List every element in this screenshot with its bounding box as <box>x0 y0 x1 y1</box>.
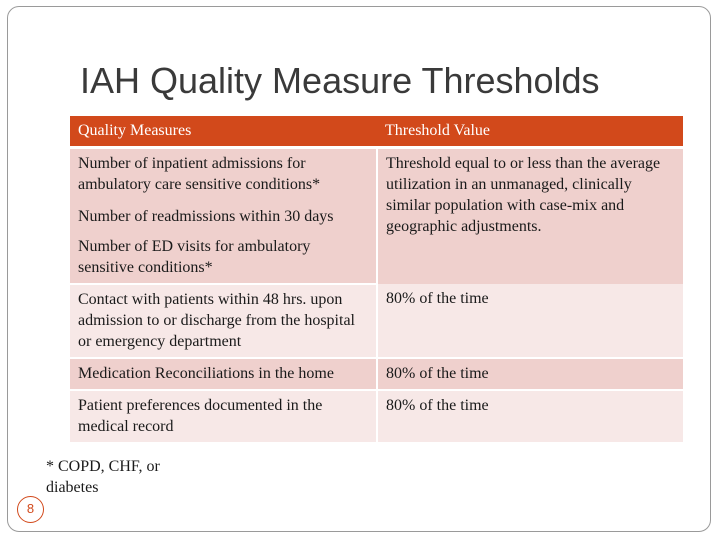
quality-measures-table <box>70 116 683 442</box>
measure-cell: Medication Reconciliations in the home <box>70 358 377 390</box>
measure-cell: Number of readmissions within 30 days <box>70 202 377 232</box>
table-row <box>70 148 683 203</box>
measure-cell: Number of inpatient admissions for ambulatory care sensitive conditions* <box>70 148 377 203</box>
shared-threshold-cell: Threshold equal to or less than the average utilization in an unmanaged, clinically similar population with case-mix and geographic adjustments. <box>377 148 683 285</box>
table-row <box>70 390 683 442</box>
threshold-cell: 80% of the time <box>377 358 683 390</box>
measure-cell: Number of ED visits for ambulatory sensitive conditions* <box>70 232 377 284</box>
footnote: * COPD, CHF, or diabetes <box>46 458 160 496</box>
slide-title: IAH Quality Measure Thresholds <box>80 60 600 101</box>
slide-number-badge: 8 <box>17 496 44 523</box>
table-header-row <box>70 116 683 148</box>
measure-cell: Contact with patients within 48 hrs. upon admission to or discharge from the hospital or emergency department <box>70 284 377 358</box>
table-row <box>70 358 683 390</box>
header-threshold-value: Threshold Value <box>377 116 683 148</box>
table-row <box>70 284 683 358</box>
threshold-cell: 80% of the time <box>377 390 683 442</box>
header-quality-measures: Quality Measures <box>70 116 377 148</box>
measure-cell: Patient preferences documented in the medical record <box>70 390 377 442</box>
threshold-cell: 80% of the time <box>377 284 683 358</box>
